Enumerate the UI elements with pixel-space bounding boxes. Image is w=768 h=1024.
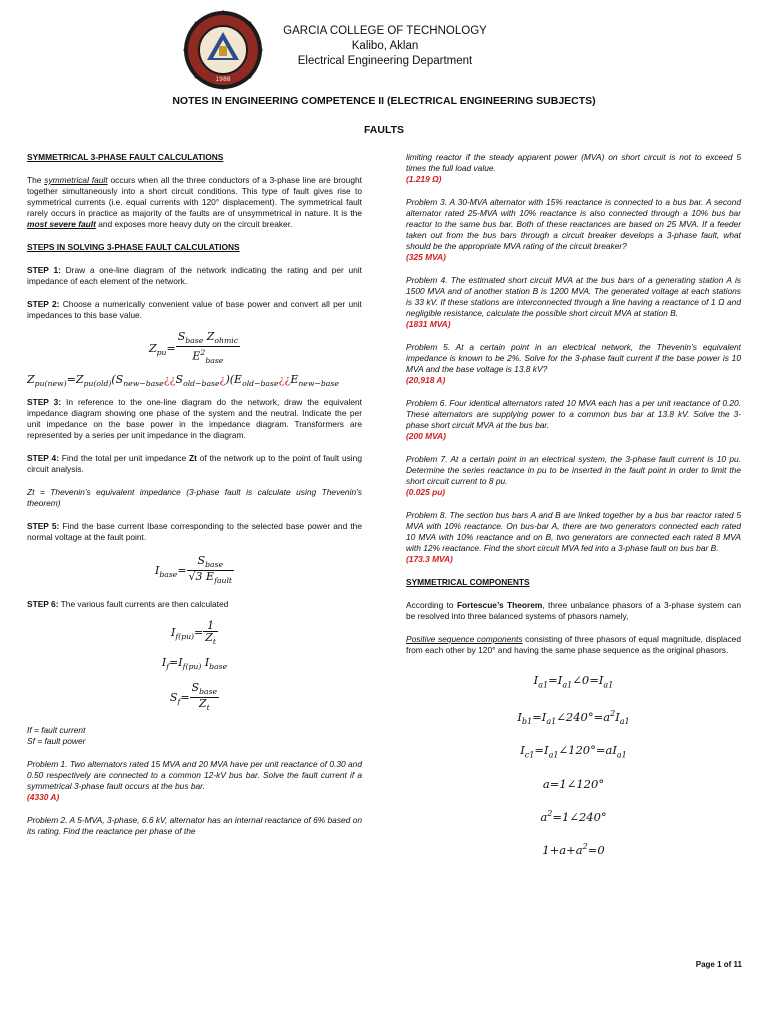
step-6: STEP 6: The various fault currents are then calculated — [27, 598, 229, 609]
term-most-severe: most severe fault — [27, 219, 96, 229]
equation-zpu-new: $Z_{pu(new)}=Z_{pu(old)}(S_{new-base}¿¿S_{old-base}¿)(E_{old-base}¿¿E_{new-base}$ — [27, 373, 339, 389]
step-3: STEP 3: In reference to the one-line diagram do the network, draw the equivalent impedance diagram showing one phase of the system and the neutral. Indicate the per unit impedance on the base power in the impedance diagram. Transformers are represented by a series per unit impedance in the diagram. — [27, 397, 362, 441]
problem-1-answer: (4330 A) — [27, 792, 60, 803]
problem-2-continued: limiting reactor if the steady apparent power (MVA) on short circuit is not to exceed 5 times the full load value. — [406, 152, 741, 173]
problem-6-answer: (200 MVA) — [406, 431, 446, 441]
college-header — [270, 24, 500, 69]
problem-6: Problem 6. Four identical alternators rated 10 MVA each has a per unit reactance of 0.20. These alternators are supplying power to a common bus bar at 13.8 kV. Solve the 3-phase short circuit MVA at the bus bar. — [406, 398, 741, 430]
equation-ibase: $I_{base}=$ $\frac{S_{base}}{√3 E_{fault}}$ — [154, 554, 233, 586]
seal-year: 1988 — [215, 76, 231, 83]
problem-4: Problem 4. The estimated short circuit MVA at the bus bars of a generating station A is 1500 MVA and of another station B is 1200 MVA. The generated voltage at each stations is 33 kV. If these stations are interconnected through a line having a reactance of 1 Ω and negligible resistance, calculate the possible short circuit MVA at station B. — [406, 275, 741, 318]
problem-4-answer: (1831 MVA) — [406, 319, 451, 329]
equation-sum: $1+a+a^2=0$ — [542, 841, 605, 857]
sf-note: Sf = fault power — [27, 736, 86, 747]
page-number: Page 1 of 11 — [695, 960, 742, 969]
problem-1: Problem 1. Two alternators rated 15 MVA and 20 MVA have per unit reactance of 0.30 and 0.50 respectively are connected to a common 12-kV bus bar. Solve the fault current if a symmetrical 3-phase fault occurs at the bus bar. — [27, 759, 362, 792]
step-2: STEP 2: Choose a numerically convenient value of base power and convert all per unit impedances to this base value. — [27, 299, 362, 320]
heading-symmetrical-components: SYMMETRICAL COMPONENTS — [406, 577, 530, 587]
positive-sequence-paragraph: Positive sequence components consisting of three phasors of equal magnitude, displaced from each other by 120° and having the same phase sequence as the original phasors. — [406, 634, 741, 655]
zt-note: Zt = Thevenin’s equivalent impedance (3-phase fault is calculate using Thevenin’s theorem) — [27, 487, 362, 509]
problem-2-answer: (1.219 Ω) — [406, 174, 442, 184]
problem-7: Problem 7. At a certain point in an electrical system, the 3-phase fault current is 10 pu. Determine the series reactance in pu to be inserted in the fault point in order to limit the short circuit current to 8 pu. — [406, 454, 741, 486]
problem-3-answer: (325 MVA) — [406, 252, 446, 262]
equation-a-squared: $a^2=1\angle 240^\circ$ — [540, 808, 607, 824]
symmetrical-component-equations — [406, 666, 741, 864]
department-name: Electrical Engineering Department — [297, 55, 473, 67]
equation-ic1: $I_{c1}=I_{a1}\angle 120^\circ=aI_{a1}$ — [520, 743, 627, 760]
intro-paragraph: The symmetrical fault occurs when all the three conductors of a 3-phase line are brought together simultaneously into a short circuit conditions. This type of fault gives rise to symmetrical currents (i.e. equal currents with 120° displacement). The symmetrical fault rarely occurs in practice as majority of the faults are of unsymmetrical in nature. It is the most severe fault and exposes more heavy duty on the circuit breaker. — [27, 175, 362, 229]
document-title: NOTES IN ENGINEERING COMPETENCE II (ELECTRICAL ENGINEERING SUBJECTS) — [172, 95, 596, 107]
heading-symmetrical-fault: SYMMETRICAL 3-PHASE FAULT CALCULATIONS — [27, 152, 224, 162]
right-column — [406, 152, 741, 864]
equation-if: $I_f=I_{f(pu)}$ $I_{base}$ — [161, 655, 228, 671]
equation-sf: $S_f=$ $\frac{S_{base}}{Z_t}$ — [169, 680, 218, 713]
college-name: GARCIA COLLEGE OF TECHNOLOGY — [283, 25, 487, 37]
college-seal-icon — [183, 10, 263, 90]
problem-8-answer: (173.3 MVA) — [406, 554, 453, 564]
college-location: Kalibo, Aklan — [351, 40, 419, 52]
equation-ifpu: $I_{f(pu)}=$ $\frac{1}{Z_t}$ — [170, 618, 217, 646]
problem-7-answer: (0.025 pu) — [406, 487, 446, 497]
if-note: If = fault current — [27, 725, 86, 736]
equation-ib1: $I_{b1}=I_{a1}\angle 240^\circ=a^2I_{a1}$ — [517, 709, 630, 727]
step-5: STEP 5: Find the base current Ibase corresponding to the selected base power and the normal voltage at the fault point. — [27, 521, 362, 543]
problem-8: Problem 8. The section bus bars A and B are linked together by a bus bar reactor rated 5 MVA with 10% reactance. On bus-bar A, there are two generators connected each rated 10 MVA with 10% reactance and on B, two generators are connected each rated 8 MVA with 12% reactance. Find the short circuit MVA fed into a 3-phase fault on bus bar B. — [406, 510, 741, 553]
term-symmetrical-fault: symmetrical fault — [44, 175, 108, 185]
equation-ia1: $I_{a1}=I_{a1}\angle 0=I_{a1}$ — [533, 673, 614, 690]
problem-3: Problem 3. A 30-MVA alternator with 15% reactance is connected to a bus bar. A second alternator rated 25-MVA with 10% reactance is also connected through a 10% bus bar reactor to the same bus bar. Both of these reactances are based on 25 MVA. If a feeder taken out from the bus bars through a circuit breaker develops a 3-phase fault, what should be the appropriate MVA rating of the circuit breaker? — [406, 197, 741, 251]
problem-5: Problem 5. At a certain point in an electrical network, the Thevenin’s equivalent impedance is known to be 2%. Solve for the 3-phase fault current if the base power is 10 MVA and the base voltage is 13.8 kV? — [406, 342, 741, 374]
section-title: FAULTS — [363, 124, 405, 136]
step-4: STEP 4: Find the total per unit impedance Zt of the network up to the point of fault using circuit analysis. — [27, 453, 362, 475]
equation-a: a=1∠120° — [542, 776, 605, 791]
problem-5-answer: (20,918 A) — [406, 375, 446, 385]
problem-2: Problem 2. A 5-MVA, 3-phase, 6.6 kV, alternator has an internal reactance of 6% based on its rating. Find the reactance per phase of the — [27, 815, 362, 837]
fortescue-paragraph: According to Fortescue’s Theorem, three unbalance phasors of a 3-phase system can be resolved into three balanced systems of phasors namely, — [406, 600, 741, 621]
step-1: STEP 1: Draw a one-line diagram of the network indicating the rating and per unit impedance of each element of the network. — [27, 265, 362, 286]
equation-zpu: $Z_{pu}=$ $\frac{S_{base} Z_{ohmic}}{E^2_{base}}$ — [148, 330, 239, 366]
heading-steps: STEPS IN SOLVING 3-PHASE FAULT CALCULATIONS — [27, 242, 240, 252]
left-column — [27, 152, 362, 837]
